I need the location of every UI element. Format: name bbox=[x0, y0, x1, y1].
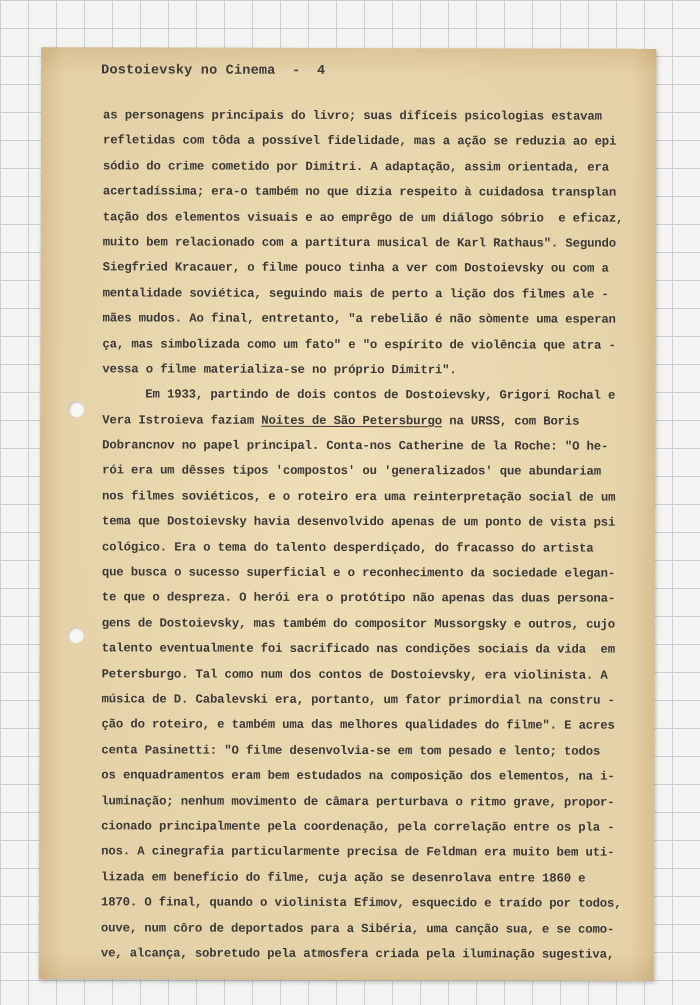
page-header: Dostoievsky no Cinema - 4 bbox=[101, 63, 326, 79]
body-text bbox=[101, 103, 643, 968]
text-line: cológico. Era o tema do talento desperdiçado, do fracasso do artista bbox=[101, 539, 594, 556]
text-line: luminação; nenhum movimento de câmara perturbava o ritmo grave, propor- bbox=[101, 793, 615, 810]
text-line: vessa o filme materializa-se no próprio Dimitri". bbox=[102, 362, 457, 378]
text-line: ouve, num côro de deportados para a Sibéria, uma canção sua, e se como- bbox=[100, 920, 615, 937]
text-line: os enquadramentos eram bem estudados na composição dos elementos, na i- bbox=[101, 768, 615, 784]
text-line: cionado principalmente pela coordenação, pela correlação entre os pla - bbox=[101, 819, 615, 835]
text-line: gens de Dostoievsky, mas também do compositor Mussorgsky e outros, cujo bbox=[101, 616, 616, 632]
text-line: mentalidade soviética, seguindo mais de perto a lição dos filmes ale - bbox=[102, 286, 609, 302]
text-line: ção do roteiro, e também uma das melhores qualidades do filme". E acres bbox=[101, 717, 615, 734]
film-title: Noites de São Petersburgo bbox=[261, 413, 443, 428]
punch-hole bbox=[68, 401, 84, 417]
text-line: que busca o sucesso superficial e o reconhecimento da sociedade elegan- bbox=[101, 565, 616, 581]
text-line: tação dos elementos visuais e ao emprêgo de um diálogo sóbrio e eficaz, bbox=[102, 209, 624, 226]
text-line: Petersburgo. Tal como num dos contos de Dostoievsky, era violinista. A bbox=[101, 666, 608, 683]
text-line: ve, alcança, sobretudo pela atmosfera criada pela iluminação sugestiva, bbox=[100, 946, 615, 962]
text-line: nos filmes soviéticos, e o roteiro era uma reinterpretação social de um bbox=[102, 489, 616, 505]
text-line: talento eventualmente foi sacrificado nas condições sociais da vida em bbox=[101, 641, 615, 657]
punch-hole bbox=[68, 627, 84, 643]
text-segment: na URSS, com Boris bbox=[442, 413, 580, 429]
text-line: Siegfried Kracauer, o filme pouco tinha a ver com Dostoievsky ou com a bbox=[102, 260, 609, 277]
text-line: Em 1933, partindo de dois contos de Dostoievsky, Grigori Rochal e bbox=[145, 387, 616, 403]
text-line: rói era um dêsses tipos 'compostos' ou 'generalizados' que abundariam bbox=[102, 463, 601, 480]
typewritten-page bbox=[39, 47, 656, 981]
text-line: muito bem relacionado com a partitura musical de Karl Rathaus". Segundo bbox=[102, 235, 617, 251]
text-line: música de D. Cabalevski era, portanto, um fator primordial na constru - bbox=[101, 692, 615, 708]
text-line bbox=[102, 408, 642, 435]
text-line: acertadíssima; era-o também no que dizia respeito à cuidadosa transplan bbox=[102, 184, 617, 200]
text-line: centa Pasinetti: "O filme desenvolvia-se em tom pesado e lento; todos bbox=[101, 743, 601, 759]
text-line: sódio do crime cometido por Dimitri. A adaptação, assim orientada, era bbox=[102, 159, 609, 175]
text-line: ça, mas simbolizada como um fato" e "o espírito de violência que atra - bbox=[102, 336, 616, 353]
text-line: mães mudos. Ao final, entretanto, "a rebelião é não sòmente uma esperan bbox=[102, 311, 616, 327]
text-line: lizada em benefício do filme, cuja ação se desenrolava entre 1860 e bbox=[101, 870, 586, 886]
text-line: as personagens principais do livro; suas difíceis psicologias estavam bbox=[103, 108, 602, 124]
text-line: Dobrancnov no papel principal. Conta-nos Catherine de la Roche: "O he- bbox=[102, 438, 609, 454]
text-line: 1870. O final, quando o violinista Efimov, esquecido e traído por todos, bbox=[100, 895, 622, 911]
text-segment: Vera Istroieva faziam bbox=[102, 413, 262, 428]
text-line: te que o despreza. O herói era o protótipo não apenas das duas persona- bbox=[101, 590, 616, 607]
text-line: nos. A cinegrafia particularmente precisa de Feldman era muito bem uti- bbox=[101, 844, 615, 861]
text-line: tema que Dostoievsky havia desenvolvido apenas de um ponto de vista psi bbox=[101, 514, 616, 530]
text-line: refletidas com tôda a possível fidelidade, mas a ação se reduzia ao epi bbox=[102, 133, 617, 150]
